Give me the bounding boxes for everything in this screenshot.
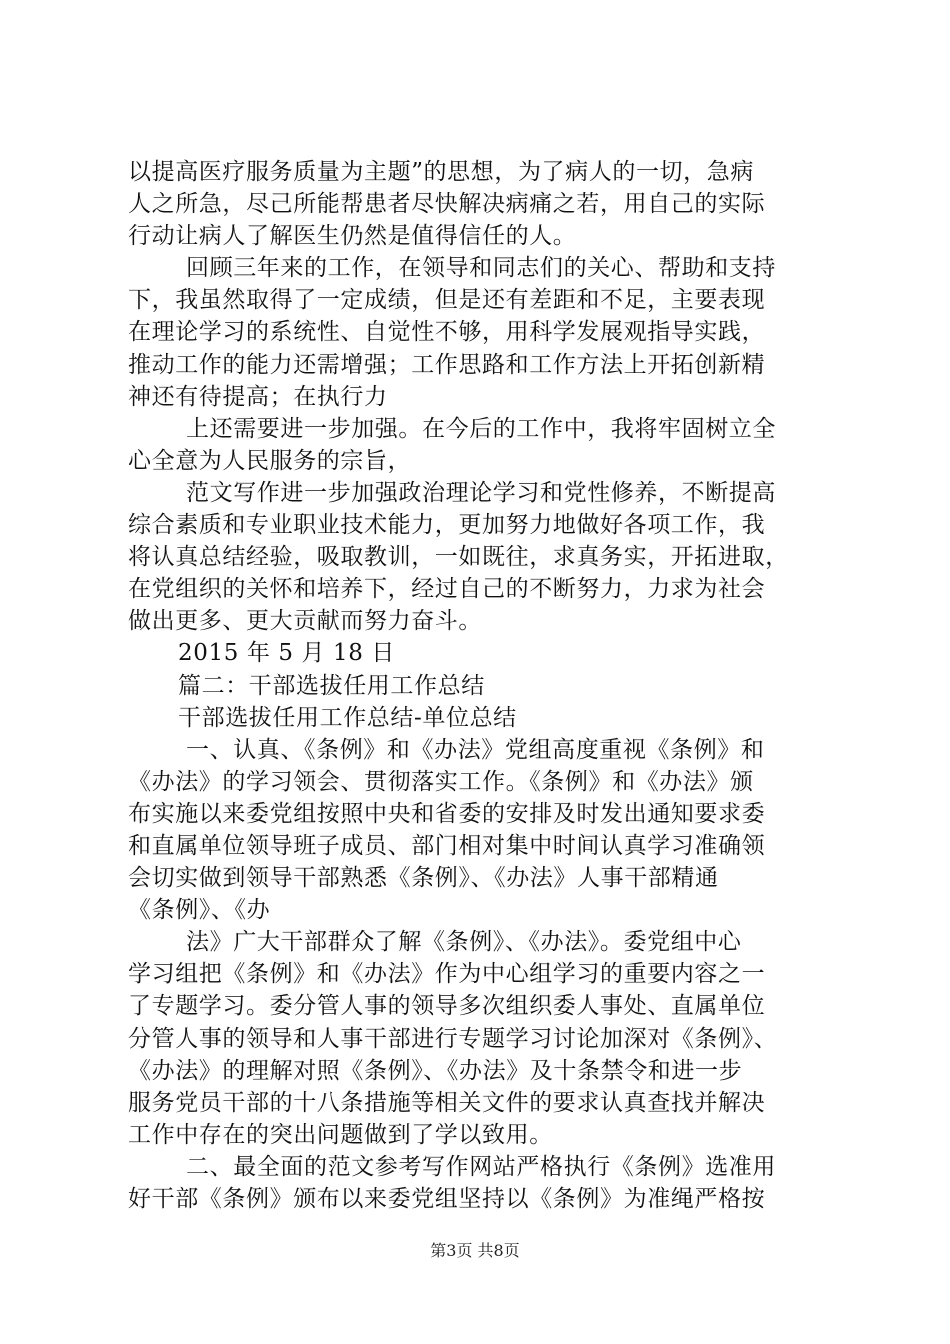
document-body [128, 156, 838, 1215]
text-line: 法》广大干部群众了解《条例》、《办法》。委党组中心 [186, 929, 742, 956]
text-line: 二、最全面的范文参考写作网站严格执行《条例》选准用 [186, 1153, 776, 1180]
text-line: 会切实做到领导干部熟悉《条例》、《办法》人事干部精通 [128, 865, 719, 892]
text-line: 回顾三年来的工作，在领导和同志们的关心、帮助和支持 [186, 255, 776, 282]
text-line: 好干部《条例》颁布以来委党组坚持以《条例》为准绳严格按 [128, 1186, 766, 1212]
text-line: 《办法》的理解对照《条例》、《办法》及十条禁令和进一步 [128, 1057, 743, 1084]
text-line: 将认真总结经验，吸取教训，一如既往，求真务实，开拓进取， [128, 544, 789, 571]
text-line: 上还需要进一步加强。在今后的工作中，我将牢固树立全 [186, 415, 776, 442]
text-line: 《办法》的学习领会、贯彻落实工作。《条例》和《办法》颁 [128, 768, 754, 795]
text-line: 分管人事的领导和人事干部进行专题学习讨论加深对《条例》、 [128, 1025, 778, 1052]
text-line: 下，我虽然取得了一定成绩，但是还有差距和不足，主要表现 [128, 287, 766, 314]
text-line: 和直属单位领导班子成员、部门相对集中时间认真学习准确领 [128, 832, 766, 859]
text-line: 神还有待提高；在执行力 [128, 383, 388, 410]
text-line: 以提高医疗服务质量为主题”的思想，为了病人的一切，急病 [128, 159, 754, 185]
text-line: 在理论学习的系统性、自觉性不够，用科学发展观指导实践， [128, 319, 766, 346]
text-line: 心全意为人民服务的宗旨， [128, 447, 412, 474]
text-line: 推动工作的能力还需增强；工作思路和工作方法上开拓创新精 [128, 351, 766, 378]
text-line: 服务党员干部的十八条措施等相关文件的要求认真查找并解决 [128, 1089, 766, 1116]
text-line: 布实施以来委党组按照中央和省委的安排及时发出通知要求委 [128, 800, 766, 827]
text-line: 行动让病人了解医生仍然是值得信任的人。 [128, 223, 577, 250]
text-line: 人之所急，尽己所能帮患者尽快解决病痛之若，用自己的实际 [128, 191, 766, 218]
text-line: 了专题学习。委分管人事的领导多次组织委人事处、直属单位 [128, 993, 766, 1020]
text-line: 《条例》、《办 [128, 897, 271, 924]
text-line: 在党组织的关怀和培养下，经过自己的不断努力，力求为社会 [128, 576, 766, 603]
text-line: 范文写作进一步加强政治理论学习和党性修养，不断提高 [186, 479, 776, 506]
text-line: 综合素质和专业职业技术能力，更加努力地做好各项工作，我 [128, 512, 766, 539]
text-line: 干部选拔任用工作总结-单位总结 [178, 704, 517, 731]
text-line: 篇二：干部选拔任用工作总结 [178, 672, 485, 699]
text-line: 做出更多、更大贡献而努力奋斗。 [128, 608, 482, 635]
text-line: 工作中存在的突出问题做到了学以致用。 [128, 1121, 553, 1148]
text-line: 学习组把《条例》和《办法》作为中心组学习的重要内容之一 [128, 961, 766, 988]
text-line: 2015 年 5 月 18 日 [178, 640, 395, 667]
page-number-footer: 第3页 共8页 [430, 1241, 520, 1260]
text-line: 一、认真、《条例》和《办法》党组高度重视《条例》和 [186, 736, 765, 763]
